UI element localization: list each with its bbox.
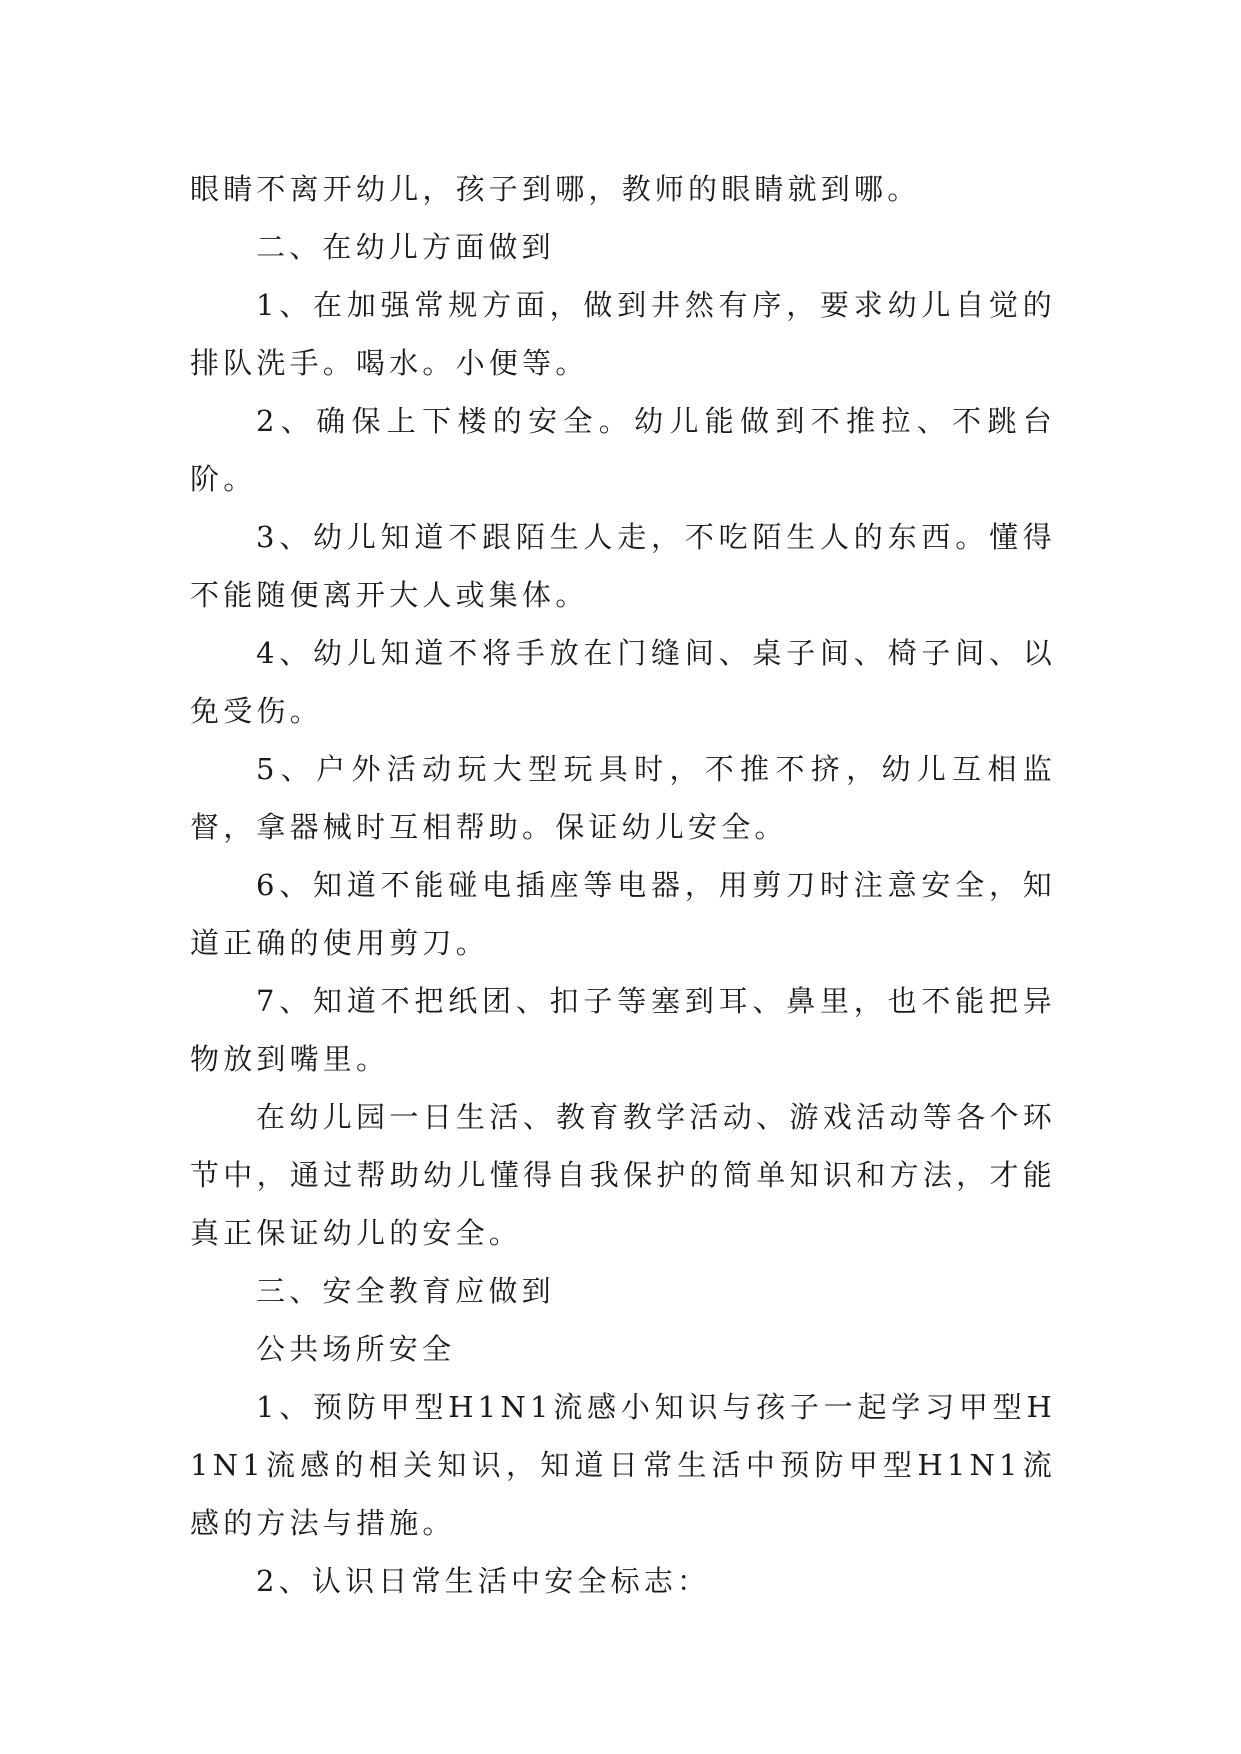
document-body: [190, 160, 1056, 1610]
list-item-5: 5、户外活动玩大型玩具时，不推不挤，幼儿互相监督，拿器械时互相帮助。保证幼儿安全。: [190, 752, 1056, 844]
section-heading-2: 二、在幼儿方面做到: [256, 230, 555, 264]
subsection-heading: 公共场所安全: [256, 1332, 456, 1366]
list-item-flu: 1、预防甲型H1N1流感小知识与孩子一起学习甲型H1N1流感的相关知识，知道日常生活中预防甲型H1N1流感的方法与措施。: [190, 1390, 1056, 1540]
list-item-2: 2、确保上下楼的安全。幼儿能做到不推拉、不跳台阶。: [190, 404, 1056, 496]
summary-paragraph: 在幼儿园一日生活、教育教学活动、游戏活动等各个环节中，通过帮助幼儿懂得自我保护的简单知识和方法，才能真正保证幼儿的安全。: [190, 1100, 1056, 1250]
list-item-4: 4、幼儿知道不将手放在门缝间、桌子间、椅子间、以免受伤。: [190, 636, 1056, 728]
list-item-3: 3、幼儿知道不跟陌生人走，不吃陌生人的东西。懂得不能随便离开大人或集体。: [190, 520, 1056, 612]
section-heading-3: 三、安全教育应做到: [256, 1274, 555, 1308]
list-item-signs: 2、认识日常生活中安全标志：: [256, 1564, 711, 1598]
list-item-6: 6、知道不能碰电插座等电器，用剪刀时注意安全，知道正确的使用剪刀。: [190, 868, 1056, 960]
list-item-1: 1、在加强常规方面，做到井然有序，要求幼儿自觉的排队洗手。喝水。小便等。: [190, 288, 1056, 380]
list-item-7: 7、知道不把纸团、扣子等塞到耳、鼻里，也不能把异物放到嘴里。: [190, 984, 1056, 1076]
paragraph-continuation: 眼睛不离开幼儿，孩子到哪，教师的眼睛就到哪。: [190, 172, 921, 206]
